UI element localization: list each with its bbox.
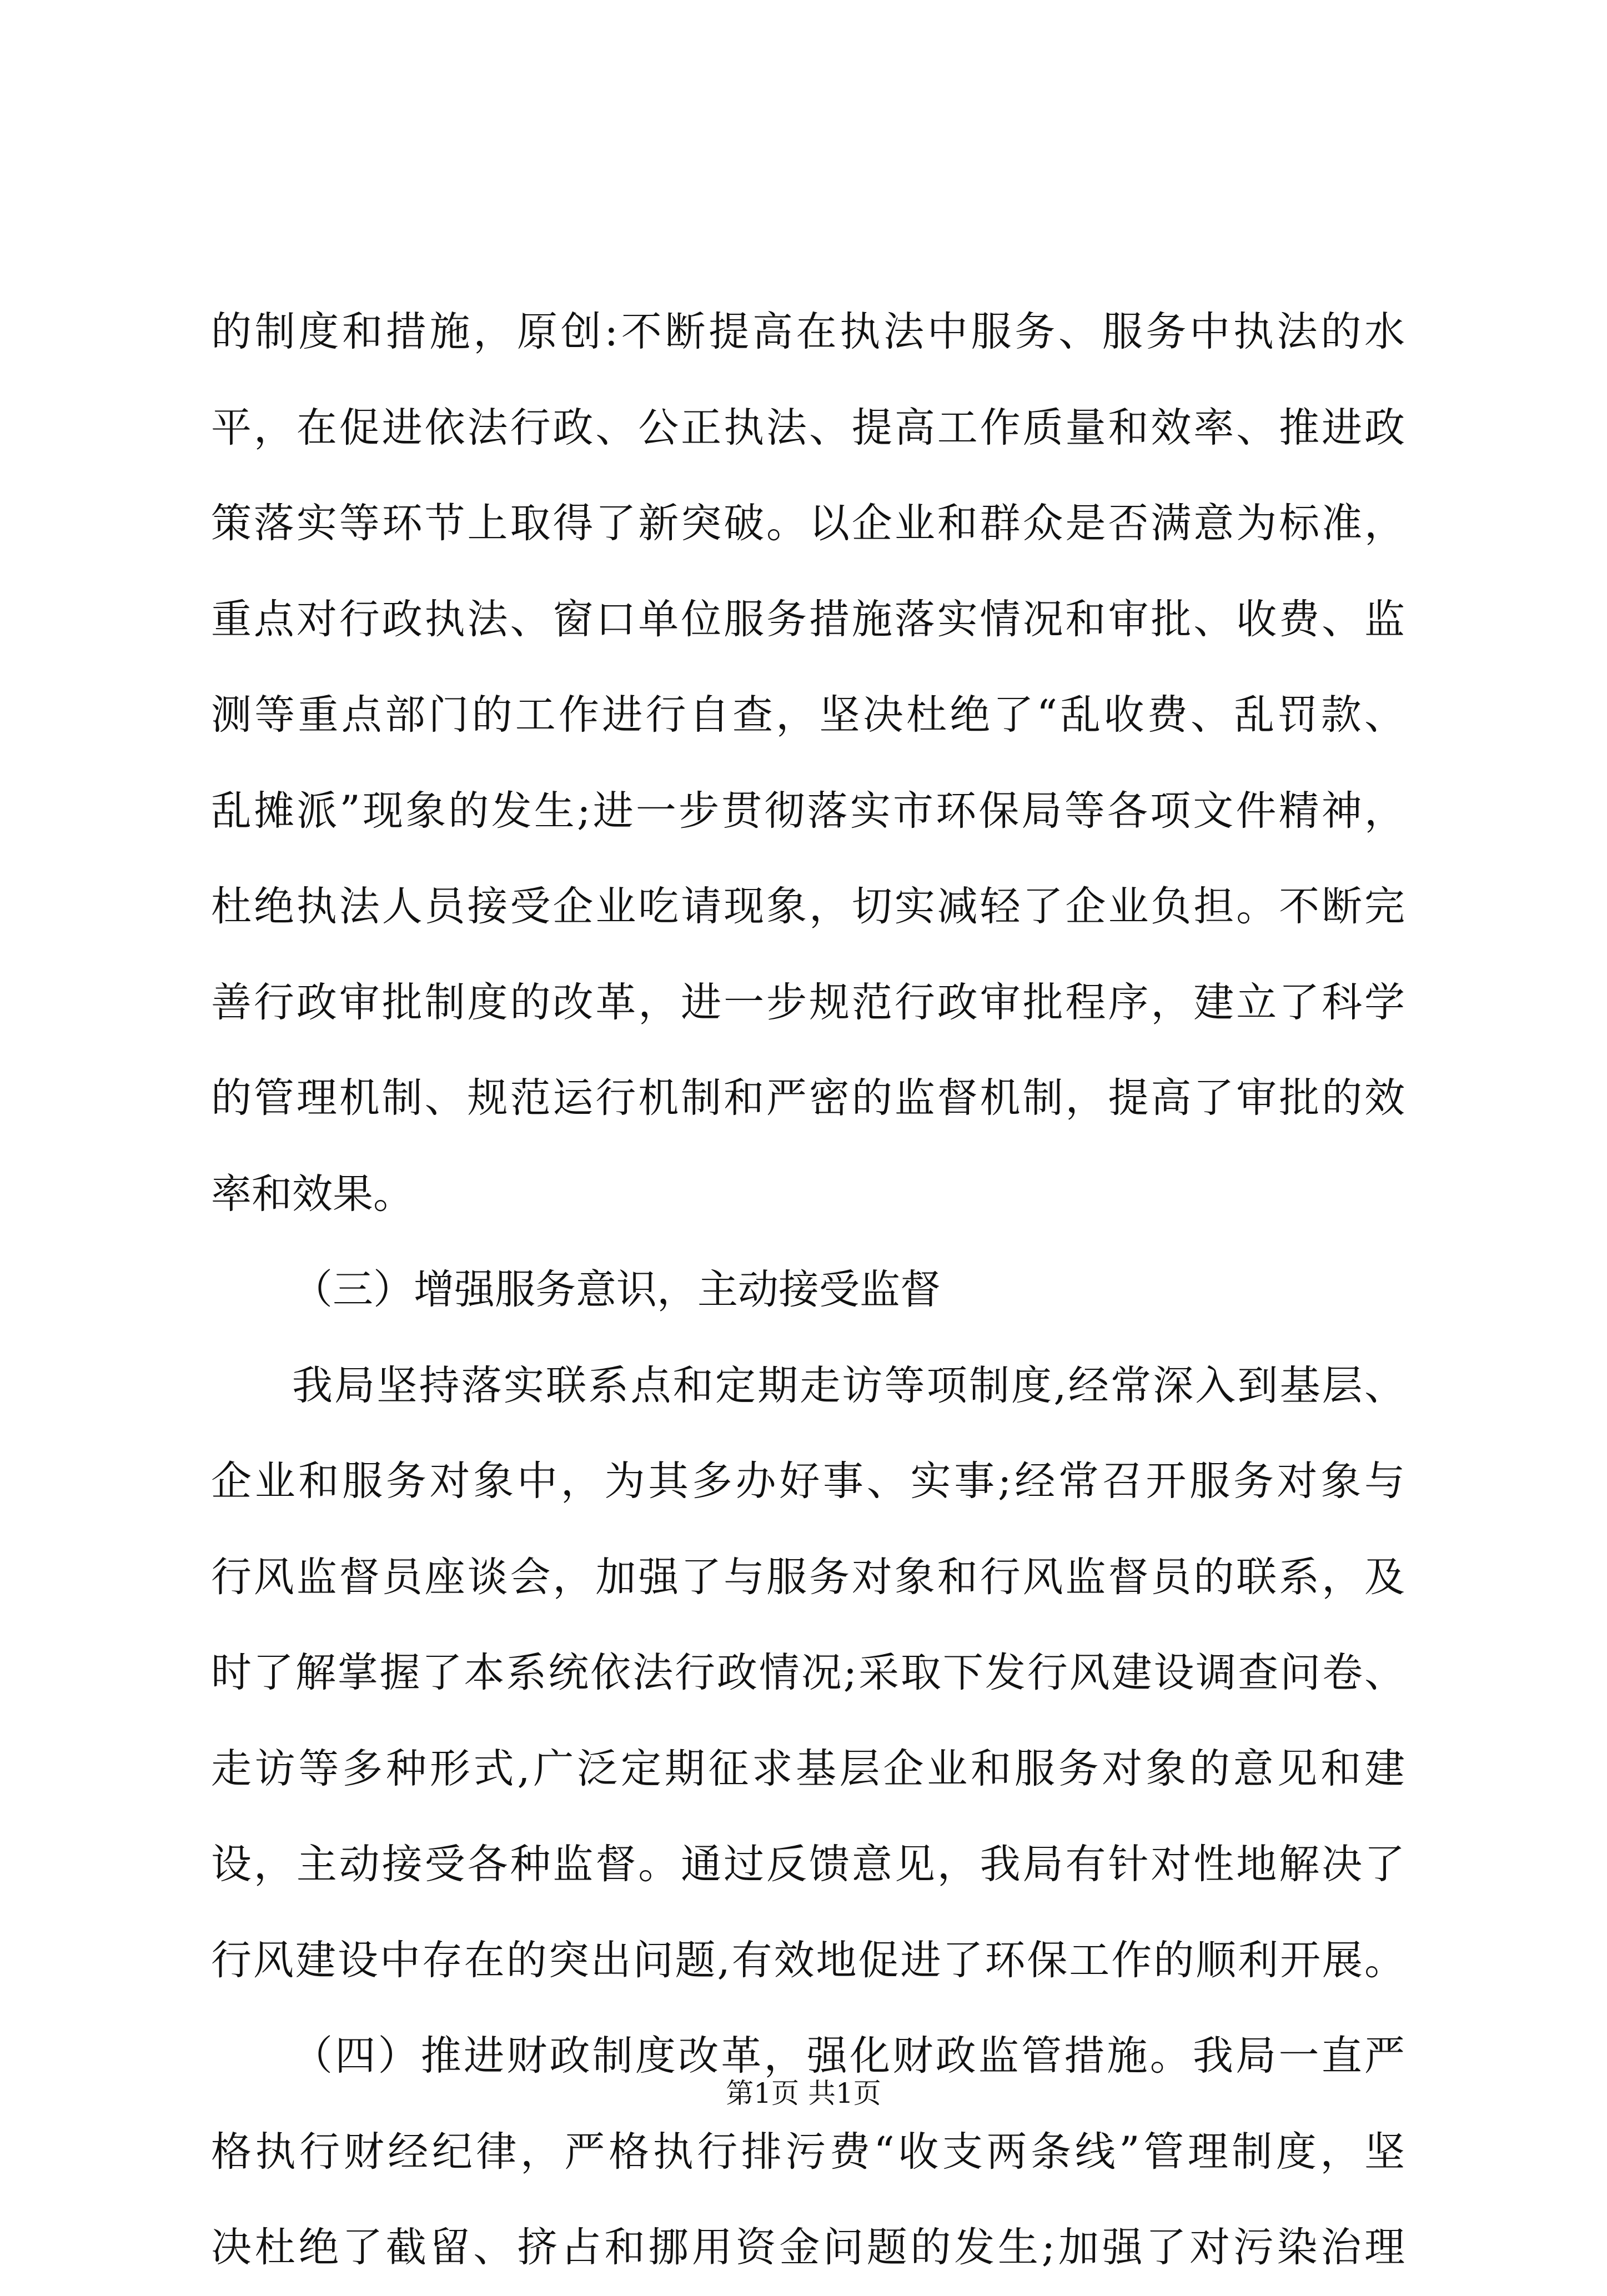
text-line: 企业和服务对象中，为其多办好事、实事;经常召开服务对象与 bbox=[211, 1458, 1405, 1505]
text-line: 的制度和措施，原创:不断提高在执法中服务、服务中执法的水 bbox=[211, 308, 1405, 355]
text-line: 善行政审批制度的改革，进一步规范行政审批程序，建立了科学 bbox=[211, 978, 1405, 1026]
text-line: 时了解掌握了本系统依法行政情况;采取下发行风建设调查问卷、 bbox=[211, 1649, 1405, 1696]
text-line: 行风监督员座谈会，加强了与服务对象和行风监督员的联系，及 bbox=[211, 1553, 1405, 1601]
text-line: 设，主动接受各种监督。通过反馈意见，我局有针对性地解决了 bbox=[211, 1841, 1405, 1888]
text-line: 决杜绝了截留、挤占和挪用资金问题的发生;加强了对污染治理 bbox=[211, 2224, 1405, 2271]
text-line: 走访等多种形式,广泛定期征求基层企业和服务对象的意见和建 bbox=[211, 1745, 1405, 1792]
text-line: 乱摊派”现象的发生;进一步贯彻落实市环保局等各项文件精神， bbox=[211, 787, 1405, 835]
text-line: 策落实等环节上取得了新突破。以企业和群众是否满意为标准， bbox=[211, 500, 1405, 547]
text-line: 重点对行政执法、窗口单位服务措施落实情况和审批、收费、监 bbox=[211, 595, 1405, 643]
page-footer: 第1页 共1页 bbox=[726, 2077, 881, 2109]
text-line: 率和效果。 bbox=[211, 1170, 414, 1218]
section-heading: （三）增强服务意识，主动接受监督 bbox=[292, 1266, 941, 1313]
text-line: 杜绝执法人员接受企业吃请现象，切实减轻了企业负担。不断完 bbox=[211, 883, 1405, 930]
body-text bbox=[211, 284, 1405, 2296]
text-line: 格执行财经纪律，严格执行排污费“收支两条线”管理制度，坚 bbox=[211, 2128, 1405, 2176]
text-line: （四）推进财政制度改革，强化财政监管措施。我局一直严 bbox=[292, 2032, 1405, 2079]
text-line: 的管理机制、规范运行机制和严密的监督机制，提高了审批的效 bbox=[211, 1074, 1405, 1122]
text-line: 平，在促进依法行政、公正执法、提高工作质量和效率、推进政 bbox=[211, 404, 1405, 451]
text-line: 行风建设中存在的突出问题,有效地促进了环保工作的顺利开展。 bbox=[211, 1936, 1405, 1984]
text-line: 我局坚持落实联系点和定期走访等项制度,经常深入到基层、 bbox=[292, 1361, 1405, 1409]
text-line: 测等重点部门的工作进行自查，坚决杜绝了“乱收费、乱罚款、 bbox=[211, 691, 1405, 738]
